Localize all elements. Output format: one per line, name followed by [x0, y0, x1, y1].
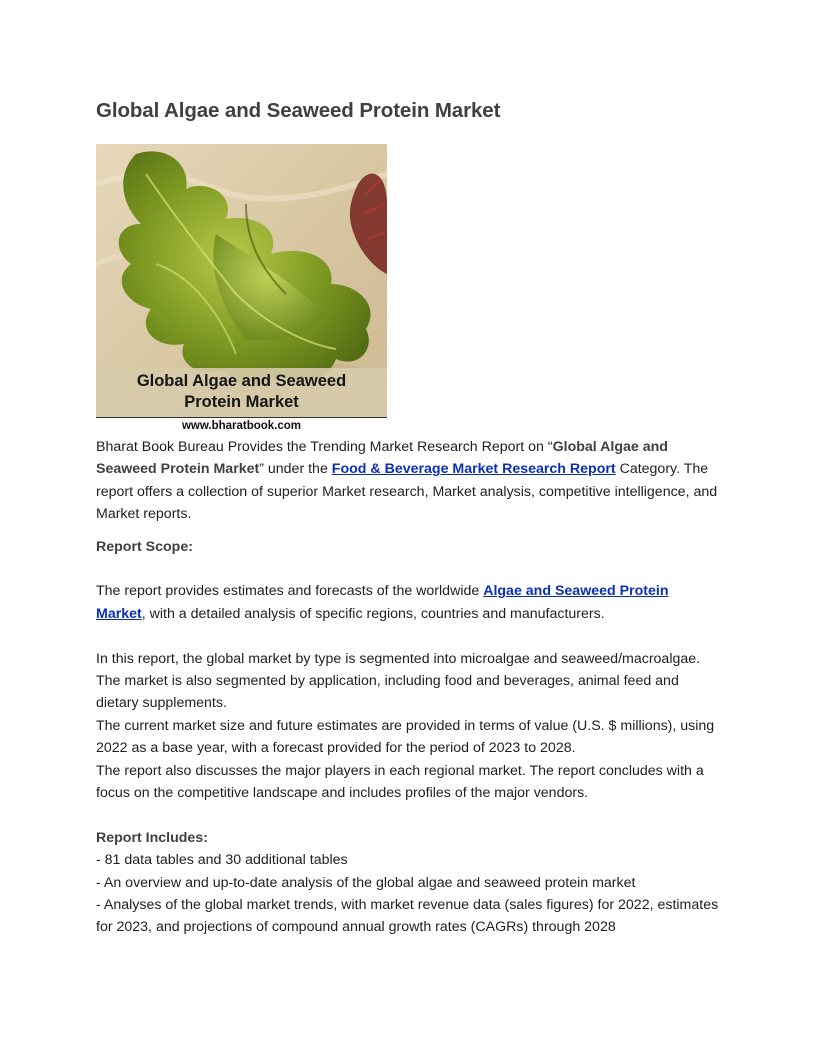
market-link[interactable]: Algae and Seaweed Protein Market	[96, 583, 669, 622]
list-item: - An overview and up-to-date analysis of the global algae and seaweed protein market	[96, 874, 636, 891]
document-page	[96, 96, 720, 939]
intro-text-1: Bharat Book Bureau Provides the Trending Market Research Report on “	[96, 439, 553, 455]
cover-caption-line-2: Protein Market	[184, 393, 299, 411]
cover-caption	[96, 368, 387, 418]
cover-caption-line-1: Global Algae and Seaweed	[136, 372, 347, 390]
report-scope-label: Report Scope:	[96, 538, 193, 555]
scope-paragraph-1	[96, 580, 720, 625]
page-title: Global Algae and Seaweed Protein Market	[96, 99, 501, 122]
list-item: - 81 data tables and 30 additional tables	[96, 852, 348, 869]
intro-text-2: ” under the	[259, 461, 332, 478]
intro-text-3: Category. The report offers a collection of superior Market research, Market analysis, competitive intelligence, and Market reports.	[96, 461, 718, 523]
scope-text-1: The report provides estimates and forecasts of the worldwide	[96, 583, 484, 600]
scope-paragraph-3: The current market size and future estimates are provided in terms of value (U.S. $ millions), using 2022 as a base year, with a forecast provided for the period of 2023 to 2028.	[96, 717, 715, 757]
includes-list	[96, 849, 720, 939]
cover-image	[96, 144, 387, 434]
intro-paragraph	[96, 436, 720, 526]
scope-paragraph-4: The report also discusses the major players in each regional market. The report concludes with a focus on the competitive landscape and includes profiles of the major vendors.	[96, 762, 704, 802]
cover-url: www.bharatbook.com	[96, 417, 387, 434]
list-item: - Analyses of the global market trends, with market revenue data (sales figures) for 2022, estimates for 2023, and projections of compound annual growth rates (CAGRs) through 2028	[96, 897, 719, 936]
report-includes-label: Report Includes:	[96, 829, 208, 846]
intro-report-name: Global Algae and Seaweed Protein Market	[96, 439, 668, 478]
scope-paragraph-2: In this report, the global market by type is segmented into microalgae and seaweed/macroalgae. The market is also segmented by application, including food and beverages, animal feed and dietary supplements.	[96, 650, 701, 712]
scope-text-2: , with a detailed analysis of specific regions, countries and manufacturers.	[141, 605, 605, 622]
category-link[interactable]: Food & Beverage Market Research Report	[331, 461, 616, 478]
